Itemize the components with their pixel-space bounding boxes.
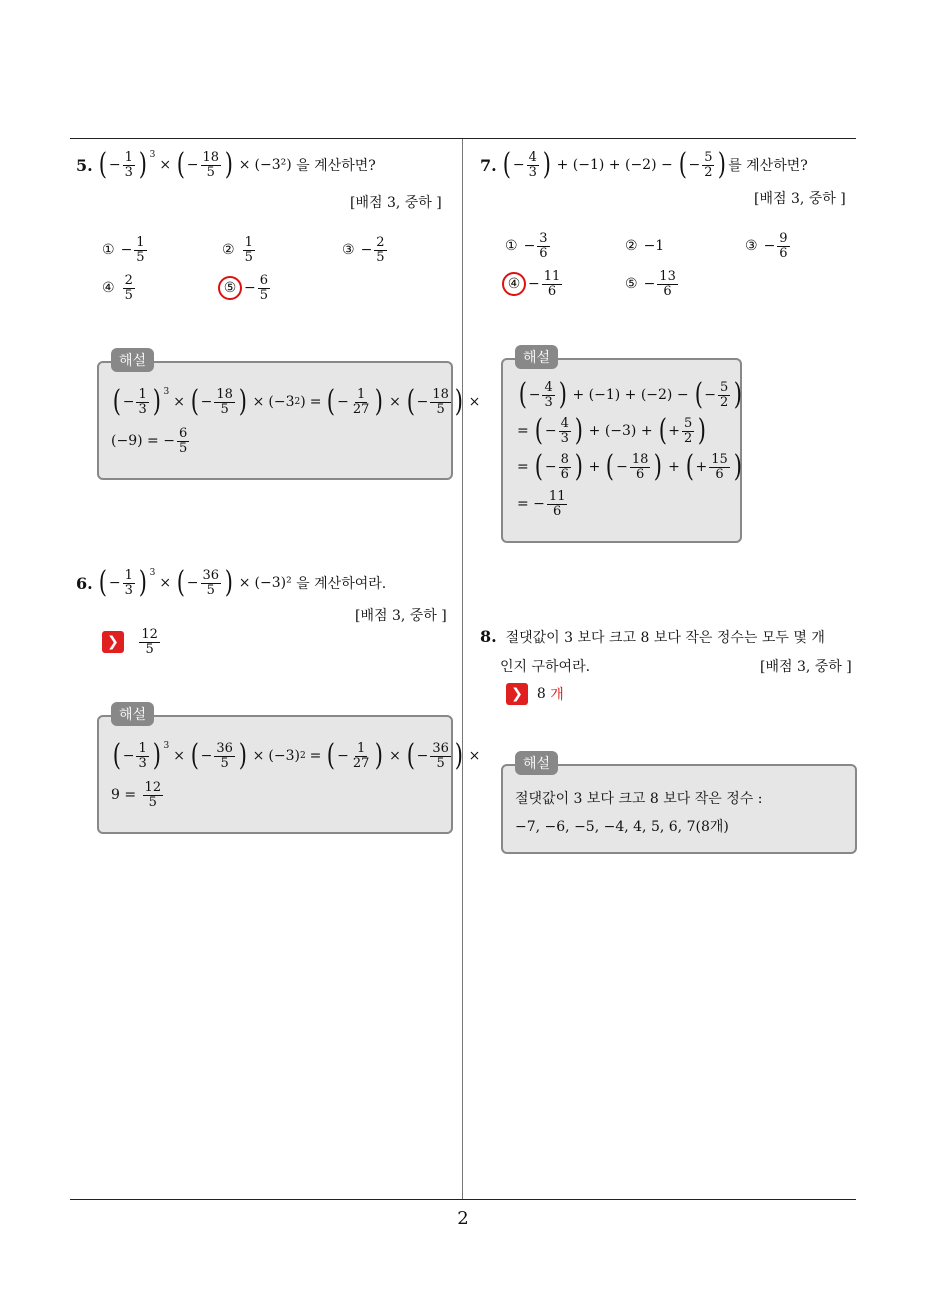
q6-solution-line2: 9 = $\frac{12}{5}$	[111, 780, 162, 810]
q8-text-line1: 절댓값이 3 보다 크고 8 보다 작은 정수는 모두 몇 개	[505, 630, 825, 646]
q7-choice-1[interactable]: ① − $\frac{3}{6}$	[505, 231, 548, 261]
answer-circle-mark: ④	[502, 272, 526, 296]
page-number: 2	[457, 1208, 469, 1229]
q8-question	[480, 627, 860, 647]
q7-choice-2[interactable]: ② −1	[625, 238, 665, 254]
q5-score: [배점 3, 중하 ]	[350, 195, 442, 211]
q8-solution-tag: 해설	[515, 751, 558, 775]
q6-score: [배점 3, 중하 ]	[355, 608, 447, 624]
q6-solution-box	[97, 715, 481, 834]
q5-choice-5-selected[interactable]: ⑤ − $\frac{6}{5}$	[218, 274, 272, 302]
q8-number: 8.	[480, 627, 497, 646]
q8-solution-line1: 절댓값이 3 보다 크고 8 보다 작은 정수 :	[515, 791, 763, 807]
q5-choice-4[interactable]: ④ $\frac{2}{5}$	[102, 273, 133, 303]
q5-question: 5. ( − $\frac{1}{3}$ ) 3 × ( − $\frac{18}{5}$ ) × (−3²) 을 계산하면?	[76, 147, 376, 182]
q8-text-line2: 인지 구하여라.	[500, 659, 591, 675]
q5-suffix: 을 계산하면?	[296, 158, 376, 174]
q7-solution-box	[501, 358, 742, 543]
bottom-rule	[70, 1199, 856, 1200]
q7-score: [배점 3, 중하 ]	[754, 191, 846, 207]
q7-choice-5[interactable]: ⑤ − $\frac{13}{6}$	[625, 269, 676, 299]
q8-solution-line2: −7, −6, −5, −4, 4, 5, 6, 7(8개)	[515, 819, 729, 835]
column-divider	[462, 139, 463, 1199]
q5-choice-2[interactable]: ② $\frac{1}{5}$	[222, 235, 253, 265]
q5-choice-3[interactable]: ③ − $\frac{2}{5}$	[342, 235, 385, 265]
q6-suffix: 을 계산하여라.	[296, 576, 387, 592]
q6-question: 6. ( − $\frac{1}{3}$ ) 3 × ( − $\frac{36}{5}$ ) × (−3)² 을 계산하여라.	[76, 565, 387, 600]
q7-choice-4-selected[interactable]: ④ − $\frac{11}{6}$	[502, 270, 564, 298]
q6-answer: ❯ $\frac{12}{5}$	[102, 628, 162, 656]
q8-answer: ❯ 8 개	[506, 683, 564, 705]
q7-number: 7.	[480, 155, 497, 175]
q8-solution-box	[501, 764, 857, 854]
q7-solution-tag: 해설	[515, 345, 558, 369]
q6-solution-line1: ( − $\frac{1}{3}$ ) 3 × ( − $\frac{36}{5}$ ) × (−3) 2 = ( − $\frac{1}{27}$ ) × ( − $\frac{36}{5}$ ) ×	[112, 738, 481, 773]
answer-circle-mark: ⑤	[218, 276, 242, 300]
q5-solution-tag: 해설	[111, 348, 154, 372]
q7-choice-3[interactable]: ③ − $\frac{9}{6}$	[745, 231, 788, 261]
answer-arrow-icon: ❯	[506, 683, 528, 705]
q7-question: 7. ( − $\frac{4}{3}$ ) + (−1) + (−2) − ( − $\frac{5}{2}$ ) 를 계산하면?	[480, 147, 808, 182]
q6-solution-tag: 해설	[111, 702, 154, 726]
q7-solution-line2: = ( − $\frac{4}{3}$ ) + (−3) + ( + $\frac{5}{2}$ )	[517, 413, 707, 448]
q5-solution-box	[97, 361, 481, 480]
q7-solution-line3: = ( − $\frac{8}{6}$ ) + ( − $\frac{18}{6}$ ) + ( + $\frac{15}{6}$ )	[517, 449, 742, 484]
q6-number: 6.	[76, 573, 93, 593]
q5-choice-1[interactable]: ① − $\frac{1}{5}$	[102, 235, 145, 265]
q7-solution-line4: = − $\frac{11}{6}$	[517, 489, 566, 519]
top-rule	[70, 138, 856, 139]
q7-suffix: 를 계산하면?	[728, 158, 808, 174]
q5-solution-line1: ( − $\frac{1}{3}$ ) 3 × ( − $\frac{18}{5}$ ) × (−3 2 ) = ( − $\frac{1}{27}$ ) × ( − $\frac{18}{5}$ ) ×	[112, 384, 481, 419]
q5-solution-line2: (−9) = − $\frac{6}{5}$	[111, 426, 188, 456]
q5-number: 5.	[76, 155, 93, 175]
q8-score: [배점 3, 중하 ]	[760, 659, 852, 675]
answer-arrow-icon: ❯	[102, 631, 124, 653]
q7-solution-line1: ( − $\frac{4}{3}$ ) + (−1) + (−2) − ( − $\frac{5}{2}$ )	[518, 377, 743, 412]
